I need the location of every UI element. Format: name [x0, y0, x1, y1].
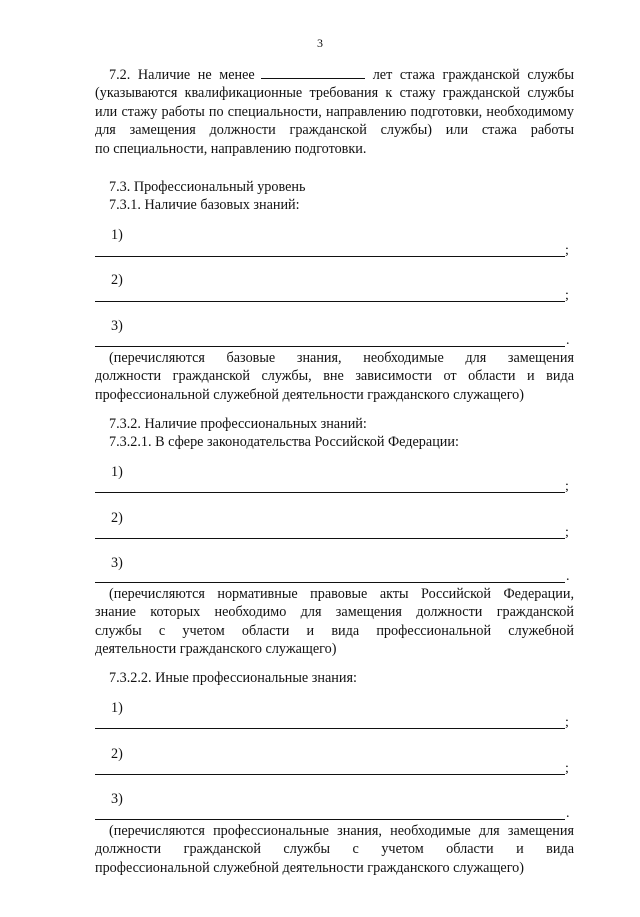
legislation-line-1[interactable] [95, 492, 565, 493]
item-number: 3) [111, 555, 123, 571]
other-knowledge-note [95, 822, 574, 877]
line-end-mark: ; [565, 715, 569, 730]
item-number: 3) [111, 318, 123, 334]
line-end-mark: . [566, 569, 570, 584]
section-7-2-first-line [95, 65, 574, 84]
note-line: должности гражданской службы, вне зависимости от области и вида [95, 368, 574, 385]
section-7-2-lead: 7.2. Наличие не менее [109, 67, 255, 83]
note-line: знание которых необходимо для замещения должности гражданской [95, 604, 574, 621]
line-end-mark: ; [565, 525, 569, 540]
basic-knowledge-line-2[interactable] [95, 301, 565, 302]
note-line: (перечисляются базовые знания, необходимые для замещения [109, 350, 574, 366]
item-number: 2) [111, 510, 123, 526]
item-number: 2) [111, 746, 123, 762]
section-7-2-line: (указываются квалификационные требования к стажу гражданской службы [95, 85, 574, 102]
line-end-mark: . [566, 806, 570, 821]
section-7-2 [95, 65, 574, 158]
section-7-2-tail: лет стажа гражданской службы [372, 67, 574, 83]
note-line: профессиональной служебной деятельности гражданского служащего) [95, 386, 524, 403]
basic-knowledge-note [95, 349, 574, 404]
line-end-mark: ; [565, 479, 569, 494]
note-line: деятельности гражданского служащего) [95, 641, 337, 658]
line-end-mark: ; [565, 243, 569, 258]
note-line: службы с учетом области и вида профессиональной служебной [95, 622, 574, 639]
legislation-note [95, 585, 574, 659]
section-7-3-1-heading: 7.3.1. Наличие базовых знаний: [109, 197, 300, 213]
item-number: 1) [111, 700, 123, 716]
basic-knowledge-line-3[interactable] [95, 346, 565, 347]
item-number: 3) [111, 791, 123, 807]
other-knowledge-line-2[interactable] [95, 774, 565, 775]
section-7-2-line: для замещения должности гражданской службы) или стажа работы [95, 122, 574, 139]
note-line: (перечисляются нормативные правовые акты Российской Федерации, [109, 586, 574, 602]
note-line: профессиональной служебной деятельности гражданского служащего) [95, 859, 524, 876]
line-end-mark: . [566, 333, 570, 348]
page-number: 3 [317, 36, 323, 50]
line-end-mark: ; [565, 288, 569, 303]
item-number: 2) [111, 272, 123, 288]
legislation-line-3[interactable] [95, 582, 565, 583]
legislation-line-2[interactable] [95, 538, 565, 539]
item-number: 1) [111, 464, 123, 480]
basic-knowledge-line-1[interactable] [95, 256, 565, 257]
section-7-2-line: или стажу работы по специальности, направлению подготовки, необходимому [95, 103, 574, 120]
other-knowledge-line-3[interactable] [95, 819, 565, 820]
item-number: 1) [111, 227, 123, 243]
years-blank-field[interactable] [261, 65, 365, 79]
section-7-3-2-2-heading: 7.3.2.2. Иные профессиональные знания: [109, 670, 357, 686]
section-7-3-2-heading: 7.3.2. Наличие профессиональных знаний: [109, 416, 367, 432]
section-7-2-line: по специальности, направлению подготовки. [95, 140, 367, 157]
section-7-3-2-1-heading: 7.3.2.1. В сфере законодательства Российской Федерации: [109, 434, 459, 450]
line-end-mark: ; [565, 761, 569, 776]
other-knowledge-line-1[interactable] [95, 728, 565, 729]
section-7-3-heading: 7.3. Профессиональный уровень [109, 179, 306, 195]
note-line: должности гражданской службы с учетом области и вида [95, 841, 574, 858]
note-line: (перечисляются профессиональные знания, необходимые для замещения [109, 823, 574, 839]
